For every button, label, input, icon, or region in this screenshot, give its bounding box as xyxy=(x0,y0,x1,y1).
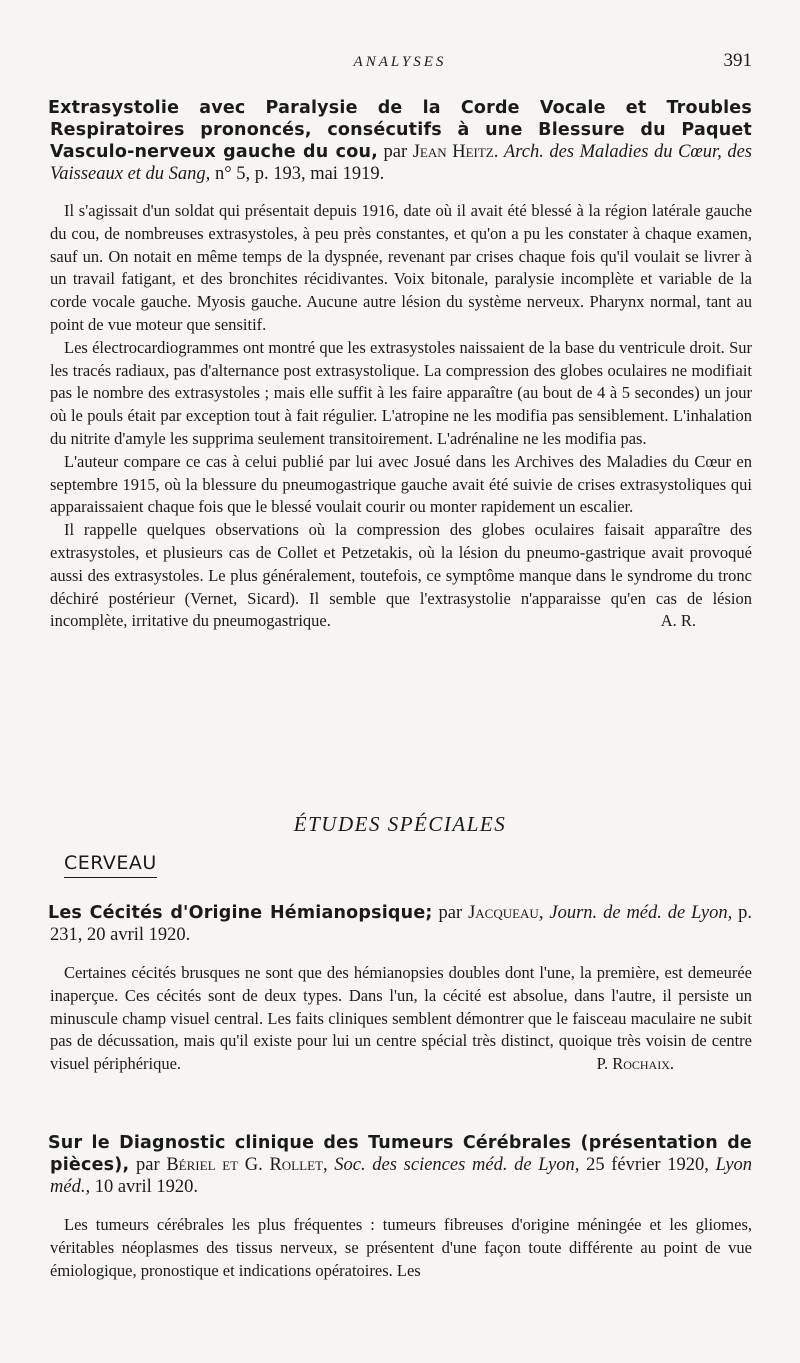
article-journal: Soc. des sciences méd. de Lyon, xyxy=(334,1155,580,1175)
article-body xyxy=(50,1214,752,1282)
article-body xyxy=(50,200,752,633)
by-word: par xyxy=(136,1155,160,1175)
article-journal-2: Lyon méd., xyxy=(50,1155,753,1197)
article-heading xyxy=(50,902,752,946)
paragraph: Certaines cécités brusques ne sont que des hémianopsies doubles dont l'une, la première, est demeurée inaperçue. Ces cécités sont de deux types. Dans l'un, la cécité est absolue, dans l'autre, il persiste un minuscule champ visuel central. Les faits cliniques semblent démontrer que le faisceau maculaire ne subit pas de décussation, mais qu'il existe pour lui un centre spécial très distinct, quoique très voisin de centre visuel périphérique. xyxy=(50,963,752,1074)
signature: A. R. xyxy=(660,611,696,631)
paragraph: Les électrocardiogrammes ont montré que les extrasystoles naissaient de la base du ventricule droit. Sur les tracés radiaux, pas d'alternance post extrasystolique. La compression des globes oculaires ne modifiait pas le nombre des extrasystoles ; mais elle suffit à les faire apparaître (au bout de 4 à 5 secondes) un jour où le pouls était par exception tout à fait régulier. L'atropine ne les modifia pas sensiblement. L'inhalation du nitrite d'amyle les supprima seulement transitoirement. L'adrénaline ne les modifia pas. xyxy=(50,337,752,448)
article-body xyxy=(50,962,752,1076)
by-word: par xyxy=(383,142,408,162)
article-author: Jacqueau, xyxy=(468,903,544,923)
subsection-title: CERVEAU xyxy=(64,852,157,878)
article-journal: Arch. des Maladies du Cœur, des Vaisseaux et du Sang, xyxy=(50,142,753,184)
article-authors: Bériel et G. Rollet, xyxy=(166,1155,328,1175)
paragraph: L'auteur compare ce cas à celui publié par lui avec Josué dans les Archives des Maladies du Cœur en septembre 1915, où la blessure du pneumogastrique gauche avait été suivie de crises extrasystoliques qui apparaissaient chaque fois que le blessé voulait courir ou monter rapidement un escalier. xyxy=(50,451,752,517)
article-extrasystolie xyxy=(50,97,752,633)
article-title: Les Cécités d'Origine Hémianopsique; xyxy=(48,903,433,923)
page-number: 391 xyxy=(723,50,752,71)
article-journal: Journ. de méd. de Lyon, xyxy=(549,903,733,923)
running-head xyxy=(0,50,800,76)
signature: P. Rochaix. xyxy=(596,1054,674,1074)
paragraph: Il rappelle quelques observations où la compression des globes oculaires faisait apparaître des extrasystoles, et plusieurs cas de Collet et Petzetakis, où la lésion du pneumo-gastrique avait provoqué aussi des extrasystoles. Le plus généralement, toutefois, ce symptôme manque dans le syndrome du tronc déchiré postérieur (Vernet, Sicard). Il semble que l'extrasystolie n'apparaisse qu'en cas de lésion incomplète, irritative du pneumogastrique. xyxy=(50,520,752,631)
article-date: 25 février 1920, xyxy=(586,1155,709,1175)
article-title: Sur le Diagnostic clinique des Tumeurs Cérébrales (présentation de pièces), xyxy=(48,1133,752,1175)
article-author: Jean Heitz xyxy=(412,142,494,162)
section-title: ÉTUDES SPÉCIALES xyxy=(293,812,507,836)
running-head-title: ANALYSES xyxy=(353,54,447,70)
paragraph: Il s'agissait d'un soldat qui présentait depuis 1916, date où il avait été blessé à la région latérale gauche du cou, de nombreuses extrasystoles, à peu près constantes, et qu'on a pu les constater à chaque examen, sauf un. On notait en même temps de la dyspnée, revenant par crises chaque fois qu'il voulait se livrer à un travail fatigant, et des bronchites récidivantes. Voix bitonale, paralysie incomplète et variable de la corde vocale gauche. Myosis gauche. Aucune autre lésion du système nerveux. Pharynx normal, tant au point de vue moteur que sensitif. xyxy=(50,201,752,334)
article-heading: Extrasystolie avec Paralysie de la Corde Vocale et Troubles Respiratoires prononcés, consécutifs à une Blessure du Paquet Vasculo-nerveux gauche du cou, par Jean Heitz. Arch. des Maladies du Cœur, des Vaisseaux et du Sang, n° 5, p. 193, mai 1919. xyxy=(48,98,753,184)
article-date-2: 10 avril 1920. xyxy=(94,1177,198,1197)
article-title: Extrasystolie avec Paralysie de la Corde Vocale et Troubles Respiratoires prononcés, consécutifs à une Blessure du Paquet Vasculo-nerveux gauche du cou, xyxy=(48,98,752,162)
article-issue: n° 5, p. 193, mai 1919. xyxy=(214,164,385,184)
article-heading xyxy=(50,1132,752,1198)
article-tumeurs xyxy=(50,1132,752,1282)
by-word: par xyxy=(438,903,463,923)
article-issue: p. 231, 20 avril 1920. xyxy=(50,903,753,945)
paragraph: Les tumeurs cérébrales les plus fréquentes : tumeurs fibreuses d'origine méningée et les gliomes, véritables néoplasmes des tissus nerveux, se présentent d'une façon toute différente au point de vue émiologique, pronostique et indications opératoires. Les xyxy=(50,1215,752,1280)
article-cecites xyxy=(50,902,752,1076)
